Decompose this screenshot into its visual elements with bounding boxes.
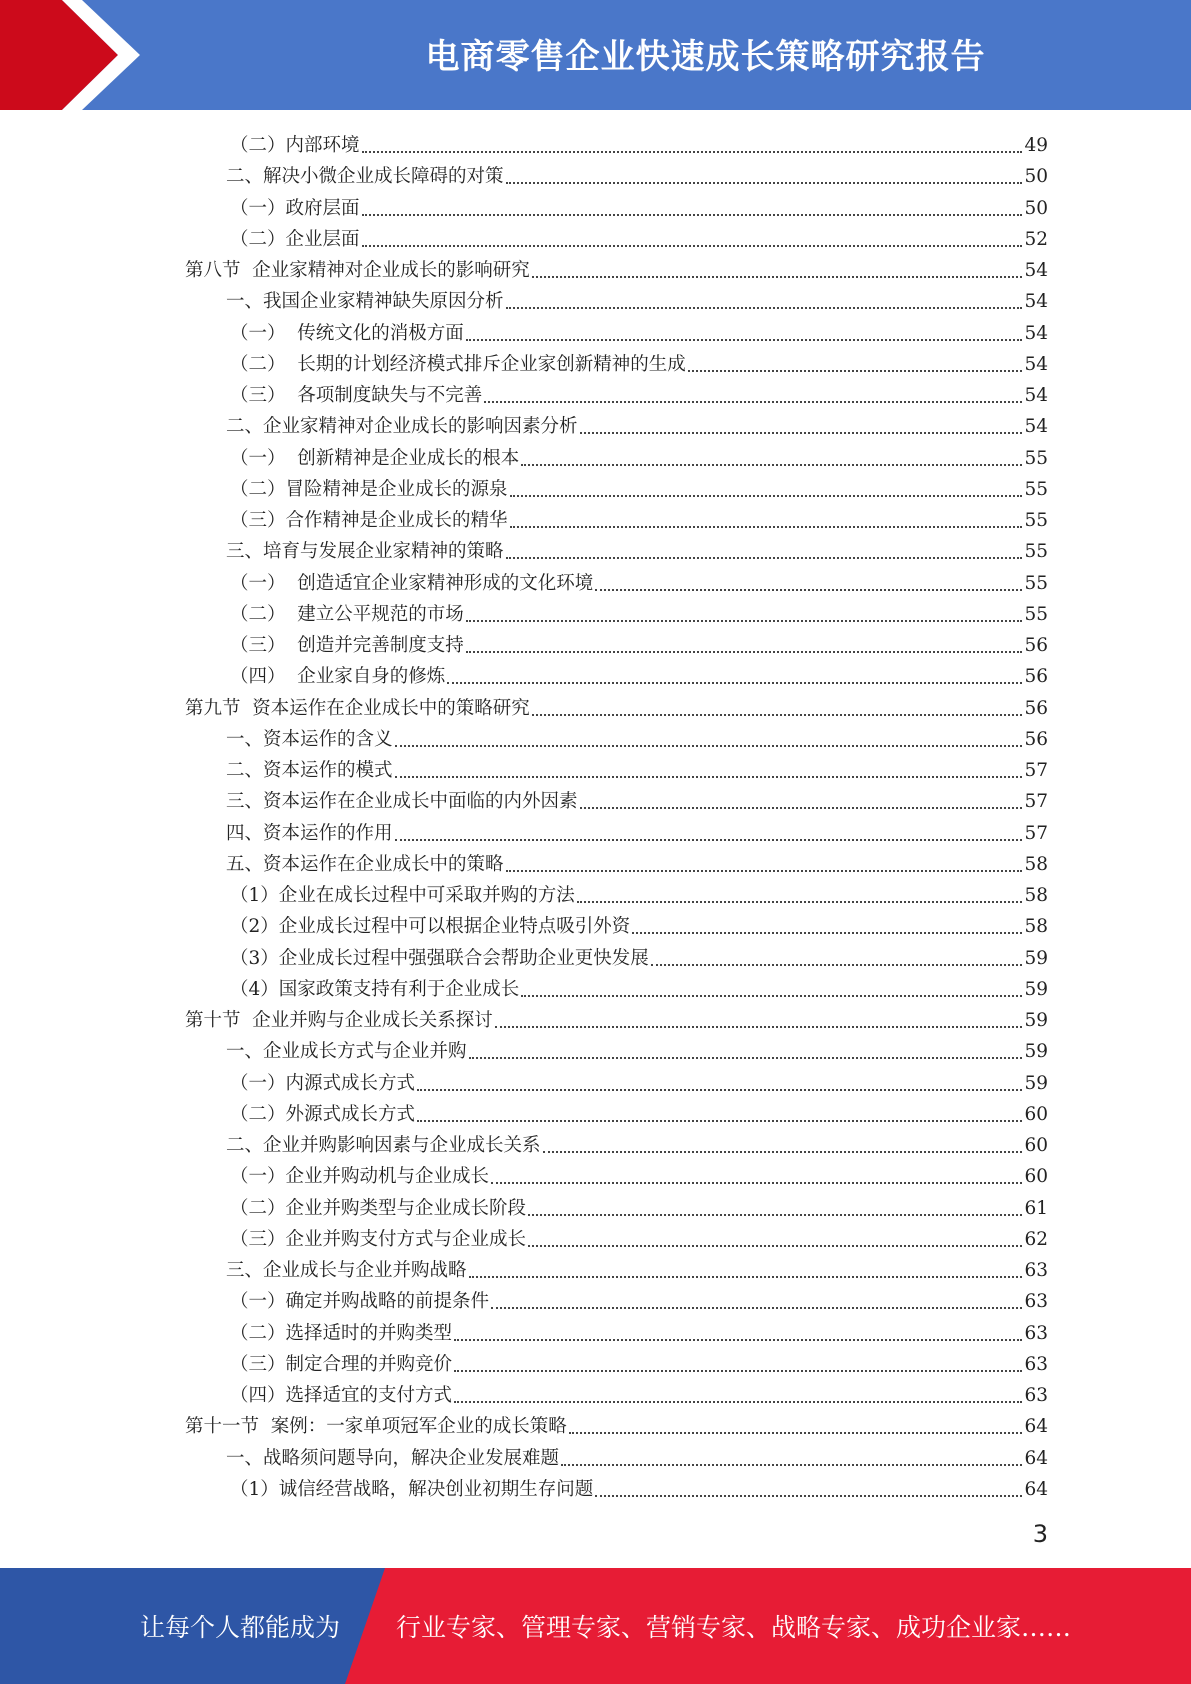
page-number: 3: [1032, 1520, 1048, 1548]
toc-entry[interactable]: [230, 940, 1048, 971]
toc-entry-title: 四、资本运作的作用: [226, 822, 393, 844]
toc-entry-title: （一） 传统文化的消极方面: [230, 322, 464, 344]
footer-slogan-left: 让每个人都能成为: [139, 1613, 340, 1642]
toc-entry[interactable]: [185, 252, 1048, 283]
toc-entry-page: 62: [1024, 1228, 1048, 1250]
toc-dot-leader: [510, 495, 1023, 497]
toc-entry-title: （二）外源式成长方式: [230, 1103, 416, 1125]
toc-entry[interactable]: [226, 752, 1048, 783]
toc-dot-leader: [395, 745, 1023, 747]
toc-dot-leader: [543, 1151, 1023, 1153]
toc-entry[interactable]: [230, 1346, 1048, 1377]
toc-entry-page: 54: [1024, 260, 1048, 281]
toc-entry-page: 56: [1024, 728, 1048, 750]
document-title: 电商零售企业快速成长策略研究报告: [425, 36, 986, 77]
toc-dot-leader: [362, 245, 1023, 247]
toc-entry[interactable]: [230, 1065, 1048, 1096]
toc-entry[interactable]: [230, 1190, 1048, 1221]
toc-entry-page: 52: [1024, 228, 1048, 250]
toc-entry-page: 55: [1024, 541, 1048, 563]
toc-dot-leader: [528, 1245, 1022, 1247]
toc-entry-title: 第十一节 案例：一家单项冠军企业的成长策略: [185, 1416, 567, 1438]
toc-entry-page: 60: [1024, 1166, 1048, 1188]
toc-entry[interactable]: [230, 127, 1048, 158]
toc-entry-page: 63: [1024, 1291, 1048, 1313]
toc-entry-page: 57: [1024, 760, 1048, 781]
toc-dot-leader: [580, 807, 1023, 809]
toc-entry-page: 59: [1024, 1072, 1048, 1094]
toc-entry-page: 54: [1024, 291, 1048, 313]
toc-entry[interactable]: [230, 221, 1048, 252]
toc-entry-page: 61: [1024, 1197, 1048, 1219]
toc-entry-title: 一、我国企业家精神缺失原因分析: [226, 291, 504, 313]
toc-dot-leader: [506, 182, 1023, 184]
toc-dot-leader: [506, 557, 1023, 559]
toc-entry[interactable]: [230, 1283, 1048, 1314]
toc-entry[interactable]: [230, 971, 1048, 1002]
toc-dot-leader: [447, 682, 1022, 684]
toc-entry-title: （3）企业成长过程中强强联合会帮助企业更快发展: [230, 947, 649, 969]
toc-entry-page: 60: [1024, 1103, 1048, 1125]
toc-entry-title: （一） 创新精神是企业成长的根本: [230, 447, 520, 469]
toc-entry[interactable]: [226, 1127, 1048, 1158]
toc-entry-page: 56: [1024, 697, 1048, 719]
toc-entry-title: 一、战略须问题导向，解决企业发展难题: [226, 1447, 560, 1469]
toc-entry[interactable]: [226, 283, 1048, 314]
toc-dot-leader: [521, 464, 1022, 466]
toc-entry[interactable]: [185, 1002, 1048, 1033]
toc-entry-title: （四）选择适宜的支付方式: [230, 1385, 453, 1406]
toc-entry-title: 二、解决小微企业成长障碍的对策: [226, 166, 504, 188]
toc-entry-page: 63: [1024, 1260, 1048, 1281]
toc-entry-page: 59: [1024, 978, 1048, 1000]
toc-entry-page: 50: [1024, 166, 1048, 188]
toc-entry-title: （一）企业并购动机与企业成长: [230, 1166, 490, 1188]
toc-entry[interactable]: [226, 1252, 1048, 1283]
toc-dot-leader: [532, 714, 1023, 716]
toc-dot-leader: [454, 1370, 1022, 1372]
toc-entry-title: 三、企业成长与企业并购战略: [226, 1260, 467, 1281]
toc-entry-title: 三、资本运作在企业成长中面临的内外因素: [226, 791, 578, 813]
toc-entry-page: 59: [1024, 1041, 1048, 1063]
toc-entry-page: 64: [1024, 1478, 1048, 1500]
toc-entry-page: 59: [1024, 947, 1048, 969]
toc-entry[interactable]: [230, 877, 1048, 908]
toc-dot-leader: [506, 870, 1023, 872]
toc-dot-leader: [528, 1214, 1022, 1216]
toc-entry-page: 56: [1024, 635, 1048, 656]
toc-entry-title: （一） 创造适宜企业家精神形成的文化环境: [230, 572, 594, 594]
toc-dot-leader: [651, 964, 1023, 966]
toc-entry-title: 第九节 资本运作在企业成长中的策略研究: [185, 697, 530, 719]
toc-entry[interactable]: [230, 346, 1048, 377]
toc-entry-title: （二）选择适时的并购类型: [230, 1322, 453, 1344]
toc-entry-title: （1）诚信经营战略，解决创业初期生存问题: [230, 1478, 594, 1500]
toc-entry-page: 57: [1024, 822, 1048, 844]
toc-entry-page: 64: [1024, 1416, 1048, 1438]
toc-entry[interactable]: [230, 471, 1048, 502]
toc-dot-leader: [466, 620, 1023, 622]
toc-entry-title: （三） 各项制度缺失与不完善: [230, 385, 483, 406]
toc-entry-title: 二、资本运作的模式: [226, 760, 393, 781]
toc-dot-leader: [469, 1057, 1023, 1059]
toc-dot-leader: [632, 932, 1022, 934]
toc-entry-title: （二）企业层面: [230, 228, 360, 250]
toc-dot-leader: [417, 1120, 1022, 1122]
toc-dot-leader: [569, 1432, 1023, 1434]
toc-entry[interactable]: [230, 377, 1048, 408]
toc-entry-title: 五、资本运作在企业成长中的策略: [226, 853, 504, 875]
toc-entry-title: （三）制定合理的并购竞价: [230, 1353, 453, 1375]
page-footer: [0, 1568, 1191, 1684]
toc-entry-title: 一、资本运作的含义: [226, 728, 393, 750]
toc-dot-leader: [395, 776, 1023, 778]
toc-entry-title: （一）政府层面: [230, 197, 360, 219]
header-red-arrow-decoration: [0, 0, 150, 110]
toc-entry-title: （二）内部环境: [230, 135, 360, 156]
toc-entry[interactable]: [226, 533, 1048, 564]
toc-entry[interactable]: [230, 1377, 1048, 1408]
toc-dot-leader: [506, 307, 1023, 309]
toc-dot-leader: [495, 1026, 1023, 1028]
toc-entry-page: 57: [1024, 791, 1048, 813]
toc-entry-title: （一）内源式成长方式: [230, 1072, 416, 1094]
toc-entry-page: 55: [1024, 447, 1048, 469]
toc-entry[interactable]: [230, 1221, 1048, 1252]
toc-entry-page: 56: [1024, 666, 1048, 688]
toc-entry[interactable]: [226, 783, 1048, 814]
toc-dot-leader: [395, 839, 1023, 841]
toc-entry-title: 第十节 企业并购与企业成长关系探讨: [185, 1010, 493, 1031]
toc-dot-leader: [491, 1307, 1022, 1309]
toc-entry-title: （一）确定并购战略的前提条件: [230, 1291, 490, 1313]
toc-entry-page: 59: [1024, 1010, 1048, 1031]
toc-dot-leader: [688, 370, 1023, 372]
toc-entry-page: 49: [1024, 135, 1048, 156]
toc-dot-leader: [362, 214, 1023, 216]
toc-entry-title: （三）企业并购支付方式与企业成长: [230, 1228, 527, 1250]
toc-entry-page: 58: [1024, 853, 1048, 875]
page-header: [0, 0, 1191, 110]
toc-entry-page: 55: [1024, 478, 1048, 500]
toc-entry[interactable]: [230, 565, 1048, 596]
toc-entry-page: 54: [1024, 322, 1048, 344]
toc-dot-leader: [521, 995, 1022, 997]
toc-dot-leader: [466, 339, 1023, 341]
toc-dot-leader: [561, 1464, 1022, 1466]
toc-entry-title: （二）企业并购类型与企业成长阶段: [230, 1197, 527, 1219]
toc-entry-page: 63: [1024, 1322, 1048, 1344]
toc-entry[interactable]: [230, 190, 1048, 221]
toc-entry-page: 54: [1024, 416, 1048, 438]
toc-dot-leader: [454, 1401, 1022, 1403]
toc-dot-leader: [491, 1182, 1022, 1184]
toc-dot-leader: [466, 651, 1023, 653]
toc-entry-title: （四） 企业家自身的修炼: [230, 666, 446, 688]
toc-entry-title: 二、企业并购影响因素与企业成长关系: [226, 1135, 541, 1156]
toc-entry[interactable]: [226, 721, 1048, 752]
toc-entry[interactable]: [185, 690, 1048, 721]
toc-entry-title: （三） 创造并完善制度支持: [230, 635, 464, 656]
toc-entry[interactable]: [230, 627, 1048, 658]
toc-entry[interactable]: [230, 1096, 1048, 1127]
toc-entry[interactable]: [226, 158, 1048, 189]
toc-entry[interactable]: [230, 1315, 1048, 1346]
toc-entry-page: 64: [1024, 1447, 1048, 1469]
toc-entry-page: 54: [1024, 385, 1048, 406]
toc-dot-leader: [417, 1089, 1022, 1091]
footer-slogan-right: 行业专家、管理专家、营销专家、战略专家、成功企业家……: [396, 1613, 1072, 1642]
toc-entry[interactable]: [226, 1033, 1048, 1064]
toc-entry-page: 50: [1024, 197, 1048, 219]
toc-dot-leader: [469, 1276, 1023, 1278]
toc-entry-title: （二） 建立公平规范的市场: [230, 603, 464, 625]
toc-entry[interactable]: [185, 1408, 1048, 1439]
toc-dot-leader: [484, 401, 1022, 403]
toc-dot-leader: [595, 1495, 1022, 1497]
toc-entry-page: 55: [1024, 510, 1048, 531]
toc-entry-title: 第八节 企业家精神对企业成长的影响研究: [185, 260, 530, 281]
toc-entry[interactable]: [226, 846, 1048, 877]
toc-entry[interactable]: [226, 815, 1048, 846]
toc-entry-title: 二、企业家精神对企业成长的影响因素分析: [226, 416, 578, 438]
toc-entry-page: 55: [1024, 603, 1048, 625]
toc-entry-page: 54: [1024, 353, 1048, 375]
toc-dot-leader: [595, 589, 1022, 591]
toc-entry-page: 63: [1024, 1353, 1048, 1375]
toc-entry[interactable]: [230, 315, 1048, 346]
toc-entry-title: （二）冒险精神是企业成长的源泉: [230, 478, 508, 500]
toc-dot-leader: [580, 432, 1023, 434]
toc-entry-title: （二） 长期的计划经济模式排斥企业家创新精神的生成: [230, 353, 686, 375]
toc-entry-page: 60: [1024, 1135, 1048, 1156]
toc-dot-leader: [577, 901, 1023, 903]
toc-entry[interactable]: [230, 908, 1048, 939]
toc-dot-leader: [454, 1339, 1022, 1341]
toc-entry-title: （2）企业成长过程中可以根据企业特点吸引外资: [230, 916, 631, 938]
toc-entry-title: 一、企业成长方式与企业并购: [226, 1041, 467, 1063]
toc-entry-title: （4）国家政策支持有利于企业成长: [230, 978, 520, 1000]
toc-entry-page: 55: [1024, 572, 1048, 594]
toc-entry-title: （三）合作精神是企业成长的精华: [230, 510, 508, 531]
toc-entry[interactable]: [226, 408, 1048, 439]
toc-entry[interactable]: [230, 658, 1048, 689]
toc-entry[interactable]: [230, 596, 1048, 627]
toc-entry-page: 63: [1024, 1385, 1048, 1406]
toc-entry[interactable]: [226, 1440, 1048, 1471]
toc-entry[interactable]: [230, 440, 1048, 471]
toc-entry-page: 58: [1024, 885, 1048, 906]
toc-entry-page: 58: [1024, 916, 1048, 938]
toc-dot-leader: [510, 526, 1023, 528]
toc-entry-title: （1）企业在成长过程中可采取并购的方法: [230, 885, 575, 906]
toc-entry[interactable]: [230, 1158, 1048, 1189]
toc-dot-leader: [532, 276, 1023, 278]
toc-entry[interactable]: [230, 502, 1048, 533]
toc-dot-leader: [362, 151, 1023, 153]
toc-entry[interactable]: [230, 1471, 1048, 1502]
toc-entry-title: 三、培育与发展企业家精神的策略: [226, 541, 504, 563]
